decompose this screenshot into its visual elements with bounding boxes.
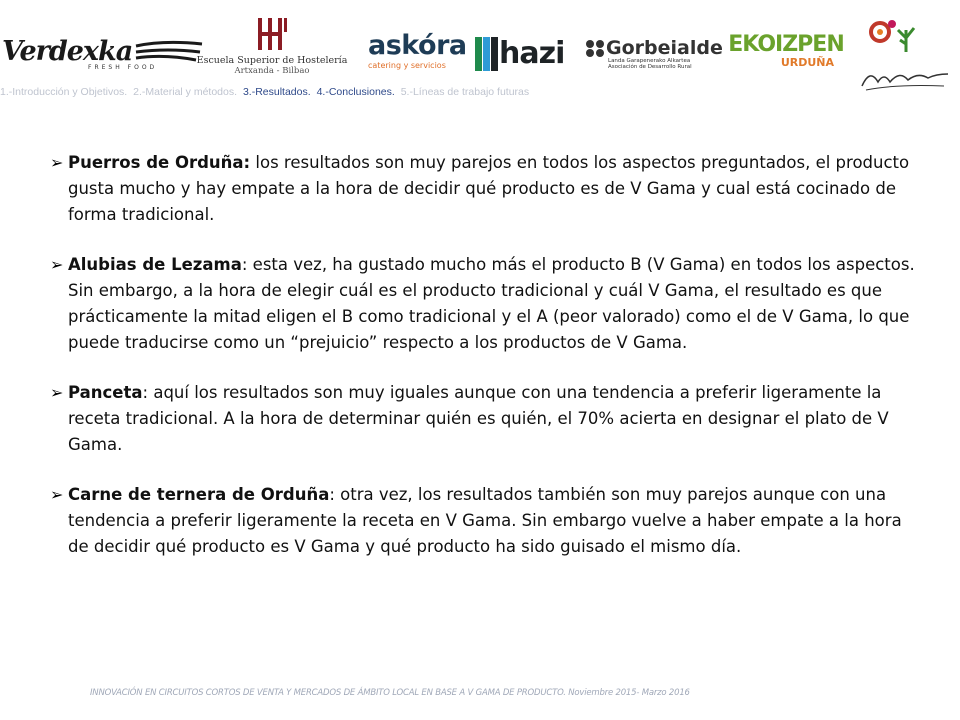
askora-tagline: catering y servicios (368, 61, 446, 70)
list-item (50, 380, 920, 458)
item-title: Puerros de Orduña: (68, 153, 251, 172)
gorbeialde-logo (584, 38, 730, 74)
ekoizpen-logo (728, 32, 844, 74)
item-body: los resultados son muy parejos en todos los aspectos preguntados, el producto gusta mucho y hay empate a la hora de decidir qué producto es de V Gama y cual está cocinado de forma tradicional. (68, 153, 910, 224)
item-body: : esta vez, ha gustado mucho más el producto B (V Gama) en todos los aspectos. Sin embargo, a la hora de elegir cuál es el producto tradicional y cuál V Gama, el resultado es que prácticamente la mitad eligen el B como tradicional y el A (peor valorado) como el de V Gama, lo que puede traducirse como un “prejuicio” respecto a los productos de V Gama. (68, 255, 915, 352)
list-item-text (68, 252, 920, 356)
urduna-logo (856, 16, 954, 98)
item-title: Alubias de Lezama (68, 255, 242, 274)
arrow-bullet-icon: ➢ (50, 255, 64, 274)
verdexka-logo-text: Verdexka (2, 35, 133, 67)
askora-logo (368, 32, 466, 72)
footer-text: INNOVACIÓN EN CIRCUITOS CORTOS DE VENTA Y MERCADOS DE ÁMBITO LOCAL EN BASE A V GAMA DE PRODUCTO. Noviembre 2015- Marzo 2016 (90, 688, 690, 698)
section-nav (0, 86, 840, 98)
item-body: : otra vez, los resultados también son muy parejos aunque con una tendencia a preferir ligeramente la receta en V Gama. Sin embargo vuelve a haber empate a la hora de decidir qué producto es V Gama y qué producto ha sido guisado el mismo día. (68, 485, 902, 556)
list-item (50, 252, 920, 356)
hazi-bars-icon (475, 35, 499, 73)
gorbeialde-name: Gorbeialde (606, 36, 723, 59)
arrow-bullet-icon: ➢ (50, 383, 64, 402)
nav-item-resultados[interactable]: 3.-Resultados. (242, 86, 311, 98)
nav-item-conclusiones[interactable]: 4.-Conclusiones. (316, 86, 395, 98)
list-item (50, 150, 920, 228)
gorbeialde-emblem-icon (584, 38, 606, 58)
escuela-name: Escuela Superior de Hostelería (196, 55, 348, 66)
gorbeialde-subtitle-1: Landa Garapenerako Alkartea (608, 58, 691, 64)
arrow-bullet-icon: ➢ (50, 153, 64, 172)
ekoizpen-name: EKOIZPEN (728, 32, 844, 57)
nav-item-lineas-futuras[interactable]: 5.-Líneas de trabajo futuras (400, 86, 530, 98)
hazi-logo (475, 32, 575, 76)
item-title: Panceta (68, 383, 143, 402)
verdexka-swoosh-icon (134, 36, 204, 66)
askora-name: askóra (368, 30, 467, 61)
escuela-location: Artxanda - Bilbao (234, 66, 310, 77)
list-item-text (68, 482, 920, 560)
escuela-logo (196, 14, 348, 86)
list-item-text (68, 150, 920, 228)
item-body: : aquí los resultados son muy iguales aunque con una tendencia a preferir ligeramente la receta tradicional. A la hora de determinar quién es quién, el 70% acierta en designar el plato de V Gama. (68, 383, 889, 454)
list-item (50, 482, 920, 560)
gorbeialde-subtitle-2: Asociación de Desarrollo Rural (608, 64, 692, 71)
item-title: Carne de ternera de Orduña (68, 485, 330, 504)
verdexka-logo (2, 28, 214, 74)
urduna-emblem-icon (856, 16, 954, 98)
list-item-text (68, 380, 920, 458)
ekoizpen-location: URDUÑA (780, 56, 834, 69)
nav-item-material[interactable]: 2.-Material y métodos. (133, 86, 238, 98)
verdexka-tagline: FRESH FOOD (88, 64, 158, 71)
hazi-name: hazi (499, 36, 565, 71)
arrow-bullet-icon: ➢ (50, 485, 64, 504)
results-list (50, 150, 920, 584)
nav-item-introduccion[interactable]: 1.-Introducción y Objetivos. (0, 86, 128, 98)
escuela-emblem-icon (252, 14, 292, 54)
